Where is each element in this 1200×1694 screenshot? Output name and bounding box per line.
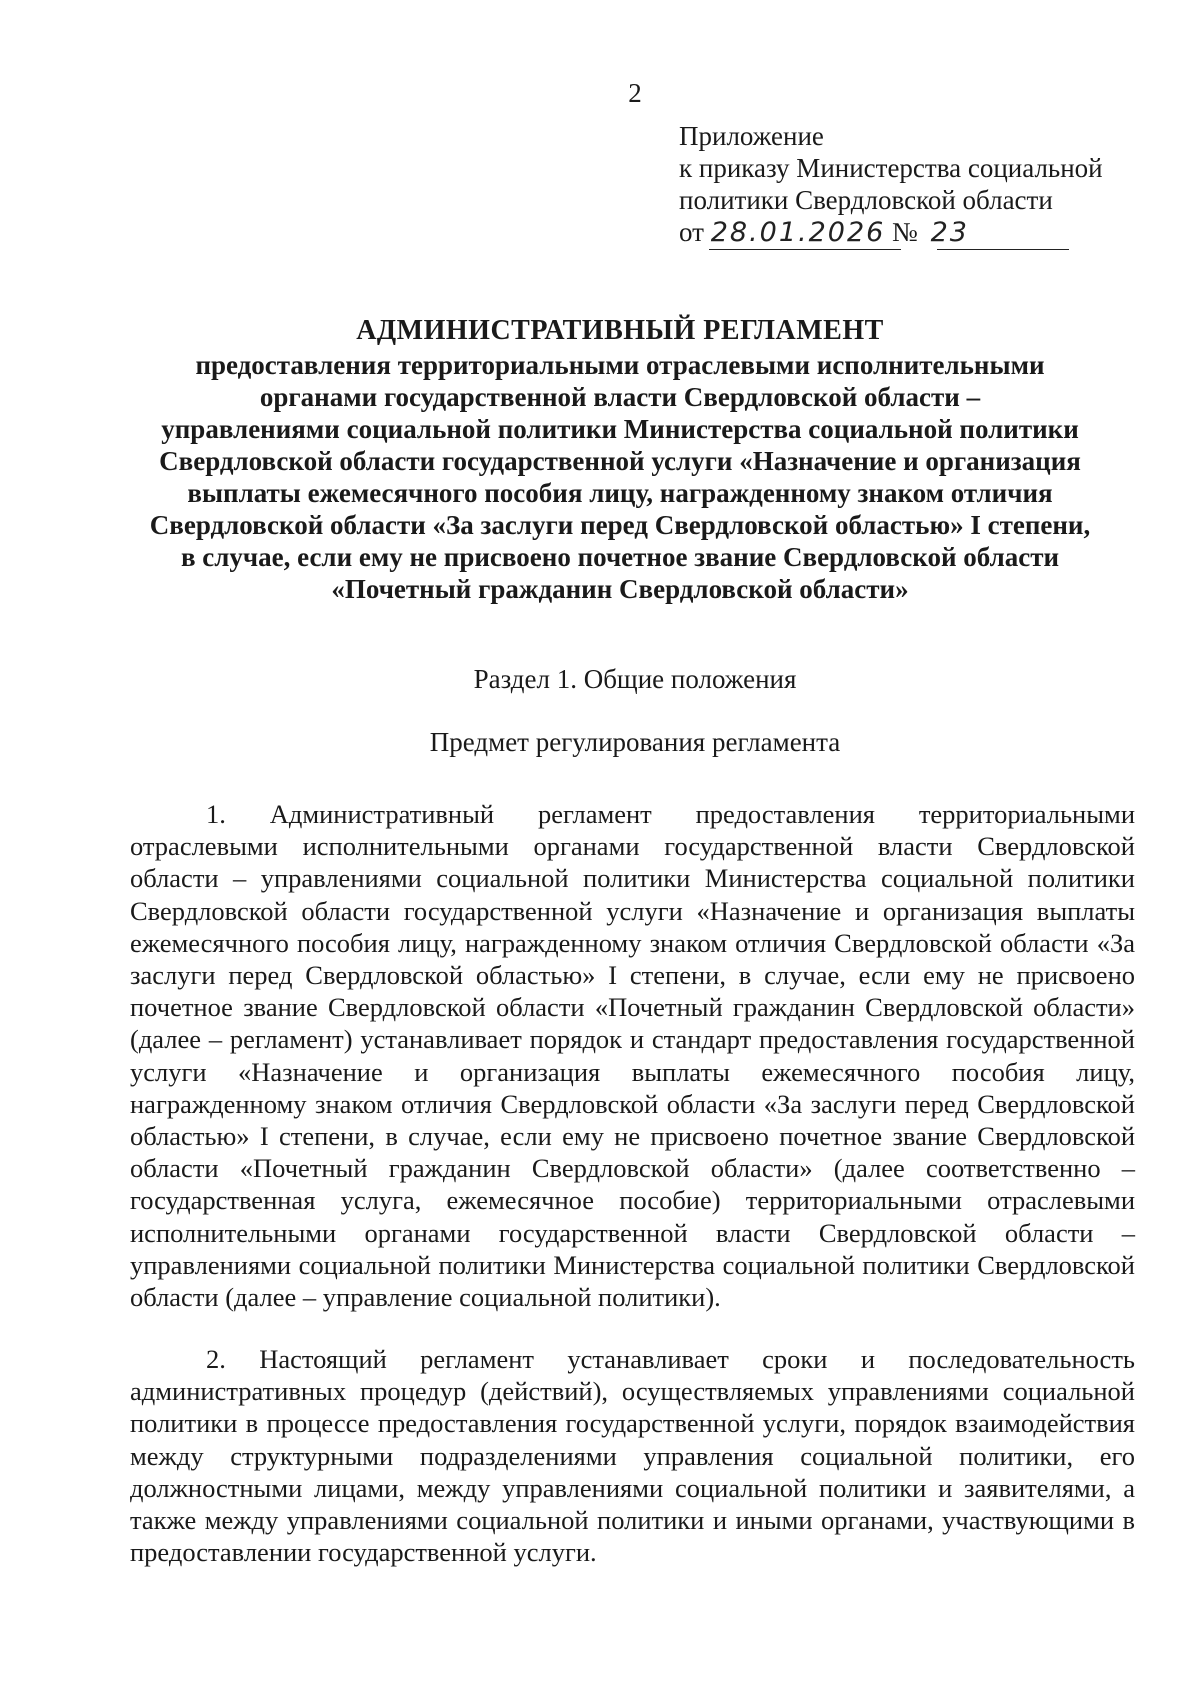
page-number: 2 <box>628 78 642 108</box>
number-prefix: № <box>892 217 918 247</box>
title-line: управлениями социальной политики Министерства социальной политики <box>161 414 1079 444</box>
date-prefix: от <box>679 217 704 247</box>
title-line: органами государственной власти Свердловской области – <box>259 382 981 412</box>
appendix-line-2: к приказу Министерства социальной <box>679 153 1103 183</box>
order-date-number-line <box>679 216 1159 256</box>
date-underline <box>709 249 901 250</box>
appendix-line-3: политики Свердловской области <box>679 185 1053 215</box>
section-heading: Раздел 1. Общие положения <box>473 664 797 694</box>
appendix-line-1: Приложение <box>679 121 824 151</box>
paragraph-2: 2. Настоящий регламент устанавливает сроки и последовательность административных процедур (действий), осуществляемых управлениями социальной политики в процессе предоставления государственной услуги, порядок взаимодействия между структурными подразделениями управления социальной политики, его должностными лицами, между управлениями социальной политики и заявителями, а также между управлениями социальной политики и иными органами, участвующими в предоставлении государственной услуги. <box>130 1344 1135 1568</box>
handwritten-date: 28.01.2026 <box>710 217 886 248</box>
title-line: предоставления территориальными отраслевыми исполнительными <box>195 350 1045 380</box>
appendix-block <box>679 120 1159 256</box>
title-main: АДМИНИСТРАТИВНЫЙ РЕГЛАМЕНТ <box>356 315 884 346</box>
title-line: в случае, если ему не присвоено почетное звание Свердловской области <box>180 542 1060 572</box>
subject-heading: Предмет регулирования регламента <box>429 727 841 757</box>
handwritten-number: 23 <box>930 217 969 248</box>
number-underline <box>937 249 1069 250</box>
title-line: выплаты ежемесячного пособия лицу, награжденному знаком отличия <box>187 478 1053 508</box>
title-line: «Почетный гражданин Свердловской области» <box>331 574 909 604</box>
title-line: Свердловской области «За заслуги перед Свердловской областью» I степени, <box>149 510 1091 540</box>
title-line: Свердловской области государственной услуги «Назначение и организация <box>159 446 1081 476</box>
paragraph-1: 1. Административный регламент предоставления территориальными отраслевыми исполнительными органами государственной власти Свердловской области – управлениями социальной политики Министерства социальной политики Свердловской области государственной услуги «Назначение и организация выплаты ежемесячного пособия лицу, награжденному знаком отличия Свердловской области «За заслуги перед Свердловской областью» I степени, в случае, если ему не присвоено почетное звание Свердловской области «Почетный гражданин Свердловской области» (далее – регламент) устанавливает порядок и стандарт предоставления государственной услуги «Назначение и организация выплаты ежемесячного пособия лицу, награжденному знаком отличия Свердловской области «За заслуги перед Свердловской областью» I степени, в случае, если ему не присвоено почетное звание Свердловской области «Почетный гражданин Свердловской области» (далее соответственно – государственная услуга, ежемесячное пособие) территориальными отраслевыми исполнительными органами государственной власти Свердловской области – управлениями социальной политики Министерства социальной политики Свердловской области (далее – управление социальной политики). <box>130 799 1135 1313</box>
document-title <box>120 313 1120 605</box>
